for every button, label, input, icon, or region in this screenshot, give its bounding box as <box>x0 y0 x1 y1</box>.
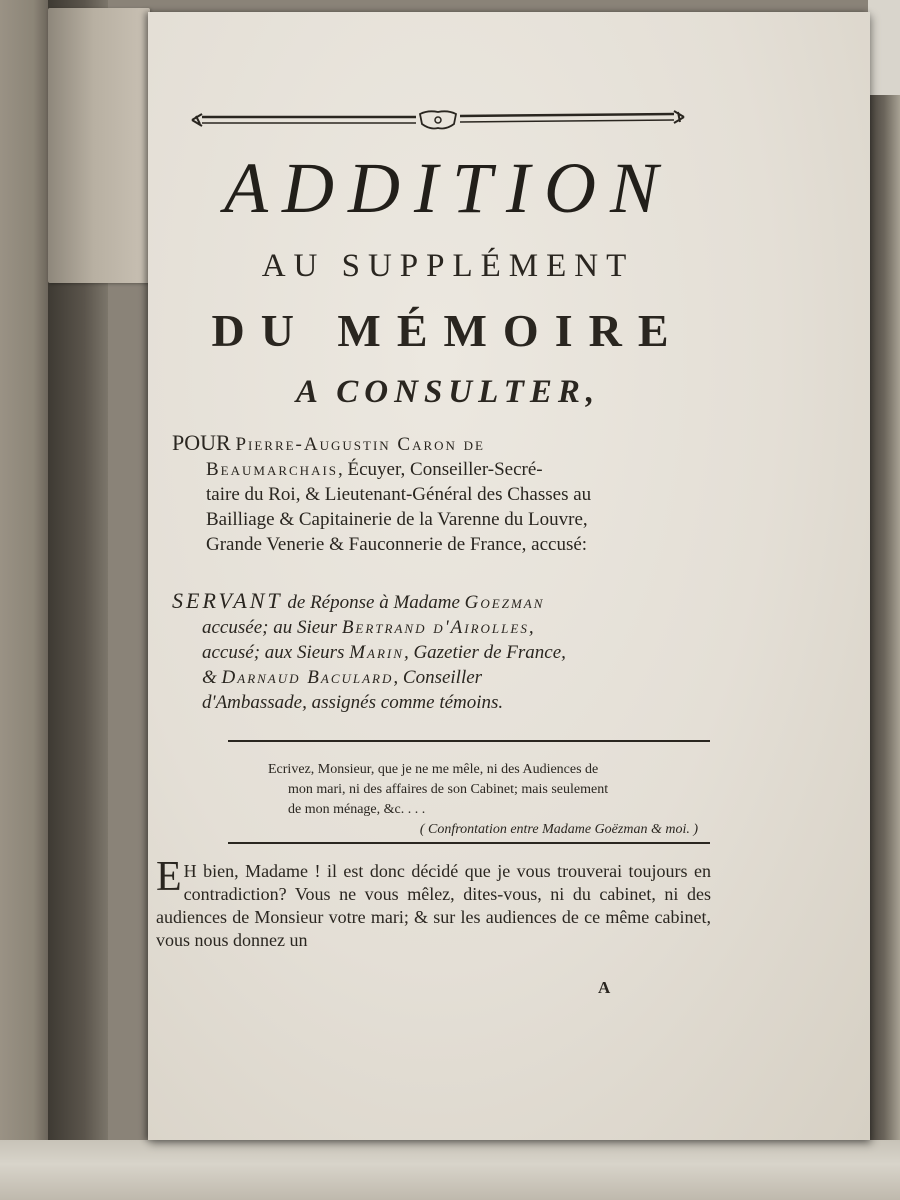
background-right <box>868 0 900 1200</box>
signature-mark: A <box>598 978 611 997</box>
drop-cap: E <box>156 854 182 900</box>
servant-line-3: accusé; aux Sieurs Marin, Gazetier de France, <box>202 642 566 663</box>
author-surname: Beaumarchais <box>206 459 339 480</box>
book-cover-left <box>0 0 48 1160</box>
servant-block <box>172 588 712 715</box>
body-paragraph <box>156 854 711 952</box>
rule-top <box>228 740 710 742</box>
epigraph-line-1: Ecrivez, Monsieur, que je ne me mêle, ni des Audiences de <box>268 762 599 777</box>
table-surface <box>0 1140 900 1200</box>
epigraph-line-2: mon mari, ni des affaires de son Cabinet; mais seulement <box>288 782 609 797</box>
paper-tab-strip <box>48 8 150 283</box>
epigraph-source: ( Confrontation entre Madame Goëzman & moi. ) <box>419 822 698 837</box>
title-du-memoire: DU MÉMOIRE <box>211 305 685 356</box>
pour-line-4: Bailliage & Capitainerie de la Varenne du Louvre, <box>206 509 588 530</box>
servant-line-2: accusée; au Sieur Bertrand d'Airolles, <box>202 617 534 638</box>
background-top-right <box>868 0 900 95</box>
book-page <box>148 12 870 1140</box>
author-block <box>172 430 712 557</box>
epigraph <box>268 760 708 840</box>
ornamental-rule-icon <box>188 108 688 132</box>
rule-bottom <box>228 842 710 844</box>
pour-line-1 <box>172 430 485 455</box>
servant-line-1: SERVANT de Réponse à Madame Goezman <box>172 588 545 613</box>
author-name: Pierre-Augustin Caron de <box>235 434 485 455</box>
title-au-supplement: AU SUPPLÉMENT <box>261 248 635 284</box>
title-addition: ADDITION <box>224 148 672 228</box>
pour-line-3: taire du Roi, & Lieutenant-Général des Chasses au <box>206 484 592 505</box>
pour-line-5: Grande Venerie & Fauconnerie de France, accusé: <box>206 534 588 555</box>
pour-lead: POUR <box>172 430 231 455</box>
servant-line-4: & Darnaud Baculard, Conseiller <box>202 667 483 688</box>
pour-line-2: Beaumarchais, Écuyer, Conseiller-Secré- <box>206 459 543 480</box>
body-text: H bien, Madame ! il est donc décidé que je vous trouverai toujours en contradiction? Vous ne vous mêlez, dites-vous, ni du cabinet, ni des audiences de Monsieur votre mari; & sur les audiences de ce même cabinet, vous nous donnez un <box>156 861 711 950</box>
servant-line-5: d'Ambassade, assignés comme témoins. <box>202 692 504 713</box>
epigraph-line-3: de mon ménage, &c. . . . <box>288 802 426 817</box>
title-a-consulter: A CONSULTER, <box>295 374 601 410</box>
servant-lead: SERVANT <box>172 588 283 613</box>
